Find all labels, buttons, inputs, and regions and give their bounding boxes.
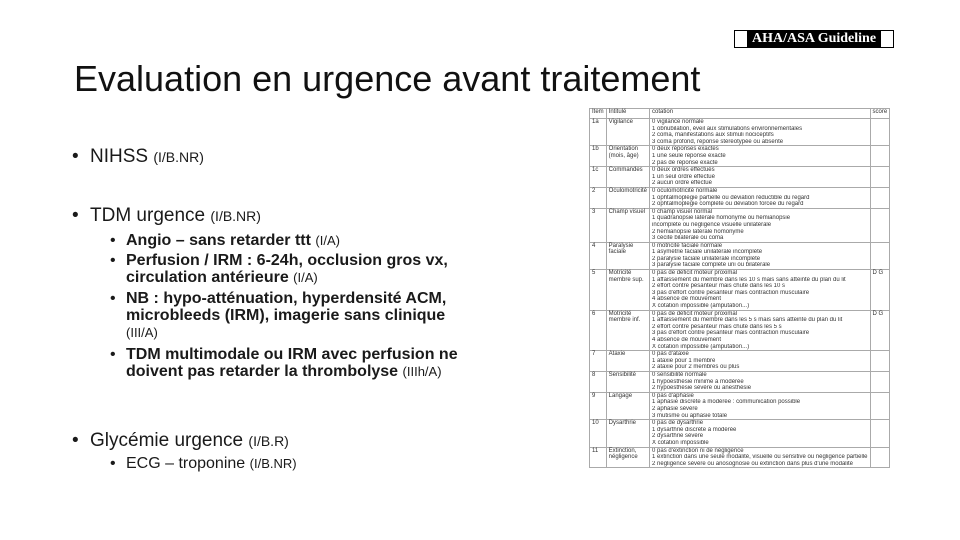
row-options [650,208,870,242]
row-option: 2 pas de réponse exacte [652,159,718,166]
row-option: 4 absence de mouvement [652,337,722,343]
row-label: Dysarthrie [606,420,649,447]
sub-bullet-text: TDM multimodale ou IRM avec perfusion ne doivent pas retarder la thrombolyse [126,346,458,380]
row-item: 2 [590,187,607,208]
bullet-text: Glycémie urgence [90,430,244,451]
row-item: 4 [590,242,607,269]
row-score [870,146,890,167]
row-option: 1 ataxie pour 1 membre [652,357,716,364]
row-option: 0 pas d'aphasie [652,392,694,399]
table-row [590,187,890,208]
bullet-evidence-level: (I/B.R) [248,433,289,449]
row-option: 0 pas d'extinction ni de négligence [652,447,744,454]
row-options [650,187,870,208]
table-row [590,270,890,311]
bullet-tdm [72,205,261,227]
row-label: Orientation (mois, âge) [606,146,649,167]
row-label: Champ visuel [606,208,649,242]
sub-bullet-text: NB : hypo-atténuation, hyperdensité ACM, microbleeds (IRM), imagerie sans clinique [126,290,447,324]
sub-bullet-ecg [110,455,470,472]
nihss-body [590,119,890,468]
row-score [870,208,890,242]
table-row [590,447,890,468]
bullet-text: TDM urgence [90,205,206,226]
sub-bullet-dot: • [110,346,116,363]
row-option: 4 absence de mouvement [652,296,722,303]
row-option: 2 effort contre pesanteur mais chute dans les 10 s [652,283,785,290]
table-row [590,371,890,392]
row-option: 0 champ visuel normal [652,208,713,215]
row-label: Paralysie faciale [606,242,649,269]
row-option: 1 affaissement du membre dans les 5 s mais sans atteinte du plan du lit [652,317,843,324]
bullet-dot: • [72,146,79,167]
sub-bullet-evidence-level: (I/B.NR) [249,456,297,471]
sub-bullet-dot: • [110,252,116,269]
row-score [870,187,890,208]
row-label: Motricité membre inf. [606,310,649,351]
sub-bullet-dot: • [110,290,116,307]
row-option: 1 asymétrie faciale unilatérale incomplète [652,249,763,256]
row-score: D G [870,310,890,351]
table-row [590,392,890,419]
row-option: 1 une seule réponse exacte [652,152,726,159]
row-item: 6 [590,310,607,351]
row-option: 2 hypoesthésie sévère ou anesthésie [652,385,752,392]
row-option: X cotation impossible (amputation...) [652,303,750,310]
row-item: 8 [590,371,607,392]
header-score: score [870,109,890,119]
sub-bullet-text: ECG – troponine [126,455,246,472]
row-label: Extinction, négligence [606,447,649,468]
row-option: 3 coma profond, réponse stéréotypée ou absente [652,138,784,145]
row-option: 1 extinction dans une seule modalité, visuelle ou sensitive ou négligence partielle [652,454,868,461]
row-label: Motricité membre sup. [606,270,649,311]
row-option: 3 cécité bilatérale ou coma [652,235,724,242]
row-option: 0 sensibilité normale [652,371,707,378]
bullet-dot: • [72,205,79,226]
row-options [650,420,870,447]
row-item: 11 [590,447,607,468]
table-row [590,146,890,167]
bullet-text: NIHSS [90,146,149,167]
row-option: 1 quadranopsie latérale homonyme ou hémianopsie [652,215,791,222]
row-option: 2 dysarthrie sévère [652,433,704,440]
row-options [650,310,870,351]
row-item: 7 [590,351,607,372]
row-label: Oculomotricité [606,187,649,208]
row-option: 1 hypoesthésie minime à modérée [652,378,744,385]
row-item: 9 [590,392,607,419]
row-label: Commandes [606,167,649,188]
table-row [590,351,890,372]
sub-bullet-perfusion [110,252,470,286]
row-option: 2 coma, manifestations aux stimuli nociceptifs [652,132,774,139]
sub-bullet-evidence-level: (I/A) [293,270,318,285]
row-option: 0 pas de dysarthrie [652,420,704,427]
sub-bullet-evidence-level: (III/A) [126,325,158,340]
row-option: X cotation impossible [652,439,709,446]
row-item: 5 [590,270,607,311]
table-row [590,310,890,351]
row-option: 2 ophtalmoplégie complète ou déviation forcée du regard [652,201,804,208]
row-item: 1a [590,119,607,146]
row-item: 3 [590,208,607,242]
sub-bullet-text: Perfusion / IRM : 6-24h, occlusion gros vx, circulation antérieure [126,252,448,286]
row-score [870,447,890,468]
table-row [590,119,890,146]
guideline-badge-text: AHA/ASA Guideline [747,31,881,47]
nihss-table [589,108,890,468]
row-options [650,447,870,468]
row-options [650,119,870,146]
row-score [870,351,890,372]
row-option: 3 paralysie faciale complète uni ou bilatérale [652,262,771,269]
row-option: 0 oculomotricité normale [652,187,718,194]
row-option: 0 vigilance normale [652,119,704,125]
row-label: Langage [606,392,649,419]
sub-bullet-tdm-multimodale [110,346,470,380]
row-score [870,371,890,392]
row-option: incomplète ou négligence visuelle unilatérale [652,221,772,228]
table-row [590,420,890,447]
row-option: 0 motricité faciale normale [652,242,723,249]
bullet-nihss [72,146,204,168]
row-score [870,242,890,269]
row-label: Ataxie [606,351,649,372]
row-option: X cotation impossible (amputation...) [652,343,750,350]
row-option: 0 deux ordres effectués [652,167,715,174]
row-option: 2 aucun ordre effectué [652,180,712,187]
row-option: 2 aphasie sévère [652,405,698,412]
row-options [650,167,870,188]
row-options [650,392,870,419]
row-item: 1c [590,167,607,188]
row-score [870,420,890,447]
row-options [650,146,870,167]
row-item: 10 [590,420,607,447]
sub-bullet-dot: • [110,232,116,249]
row-option: 3 pas d'effort contre pesanteur mais contraction musculaire [652,330,810,337]
row-option: 1 aphasie discrète à modérée : communication possible [652,399,801,406]
row-item: 1b [590,146,607,167]
row-score [870,119,890,146]
sub-bullet-angio [110,232,470,249]
guideline-badge [734,30,894,48]
row-option: 2 effort contre pesanteur mais chute dans les 5 s [652,323,782,330]
sub-bullet-text: Angio – sans retarder ttt [126,232,311,249]
row-label: Sensibilité [606,371,649,392]
bullet-evidence-level: (I/B.NR) [210,208,261,224]
row-option: 2 ataxie pour 2 membres ou plus [652,364,740,371]
sub-bullet-nb [110,290,470,341]
sub-bullet-dot: • [110,455,116,472]
row-options [650,371,870,392]
table-row [590,242,890,269]
row-option: 1 obnubilation, éveil aux stimulations environnementales [652,125,803,132]
row-option: 0 deux réponses exactes [652,146,719,153]
row-option: 3 pas d'effort contre pesanteur mais contraction musculaire [652,289,810,296]
header-options: cotation [650,109,870,119]
row-option: 0 pas de déficit moteur proximal [652,310,738,317]
row-options [650,351,870,372]
row-option: 1 ophtalmoplégie partielle ou déviation réductible du regard [652,194,810,201]
bullet-dot: • [72,430,79,451]
header-label: Intitulé [606,109,649,119]
header-item: Item [590,109,607,119]
table-row [590,167,890,188]
sub-bullet-evidence-level: (IIIh/A) [402,364,442,379]
row-score [870,167,890,188]
row-option: 1 dysarthrie discrète à modérée [652,426,737,433]
row-option: 2 négligence sévère ou anosognosie ou extinction dans plus d'une modalité [652,460,853,467]
row-option: 3 mutisme ou aphasie totale [652,412,728,419]
bullet-evidence-level: (I/B.NR) [153,149,204,165]
row-option: 0 pas de déficit moteur proximal [652,270,738,277]
row-option: 2 hémianopsie latérale homonyme [652,228,744,235]
nihss-header-row [590,109,890,119]
row-options [650,270,870,311]
bullet-glycemie [72,430,289,452]
row-label: Vigilance [606,119,649,146]
row-score [870,392,890,419]
table-row [590,208,890,242]
row-option: 1 un seul ordre effectué [652,173,715,180]
row-score: D G [870,270,890,311]
slide-title: Evaluation en urgence avant traitement [74,58,701,99]
row-option: 0 pas d'ataxie [652,351,689,358]
sub-bullet-evidence-level: (I/A) [315,233,340,248]
row-option: 1 affaissement du membre dans les 10 s mais sans atteinte du plan du lit [652,276,846,283]
row-option: 2 paralysie faciale unilatérale incomplète [652,255,761,262]
row-options [650,242,870,269]
